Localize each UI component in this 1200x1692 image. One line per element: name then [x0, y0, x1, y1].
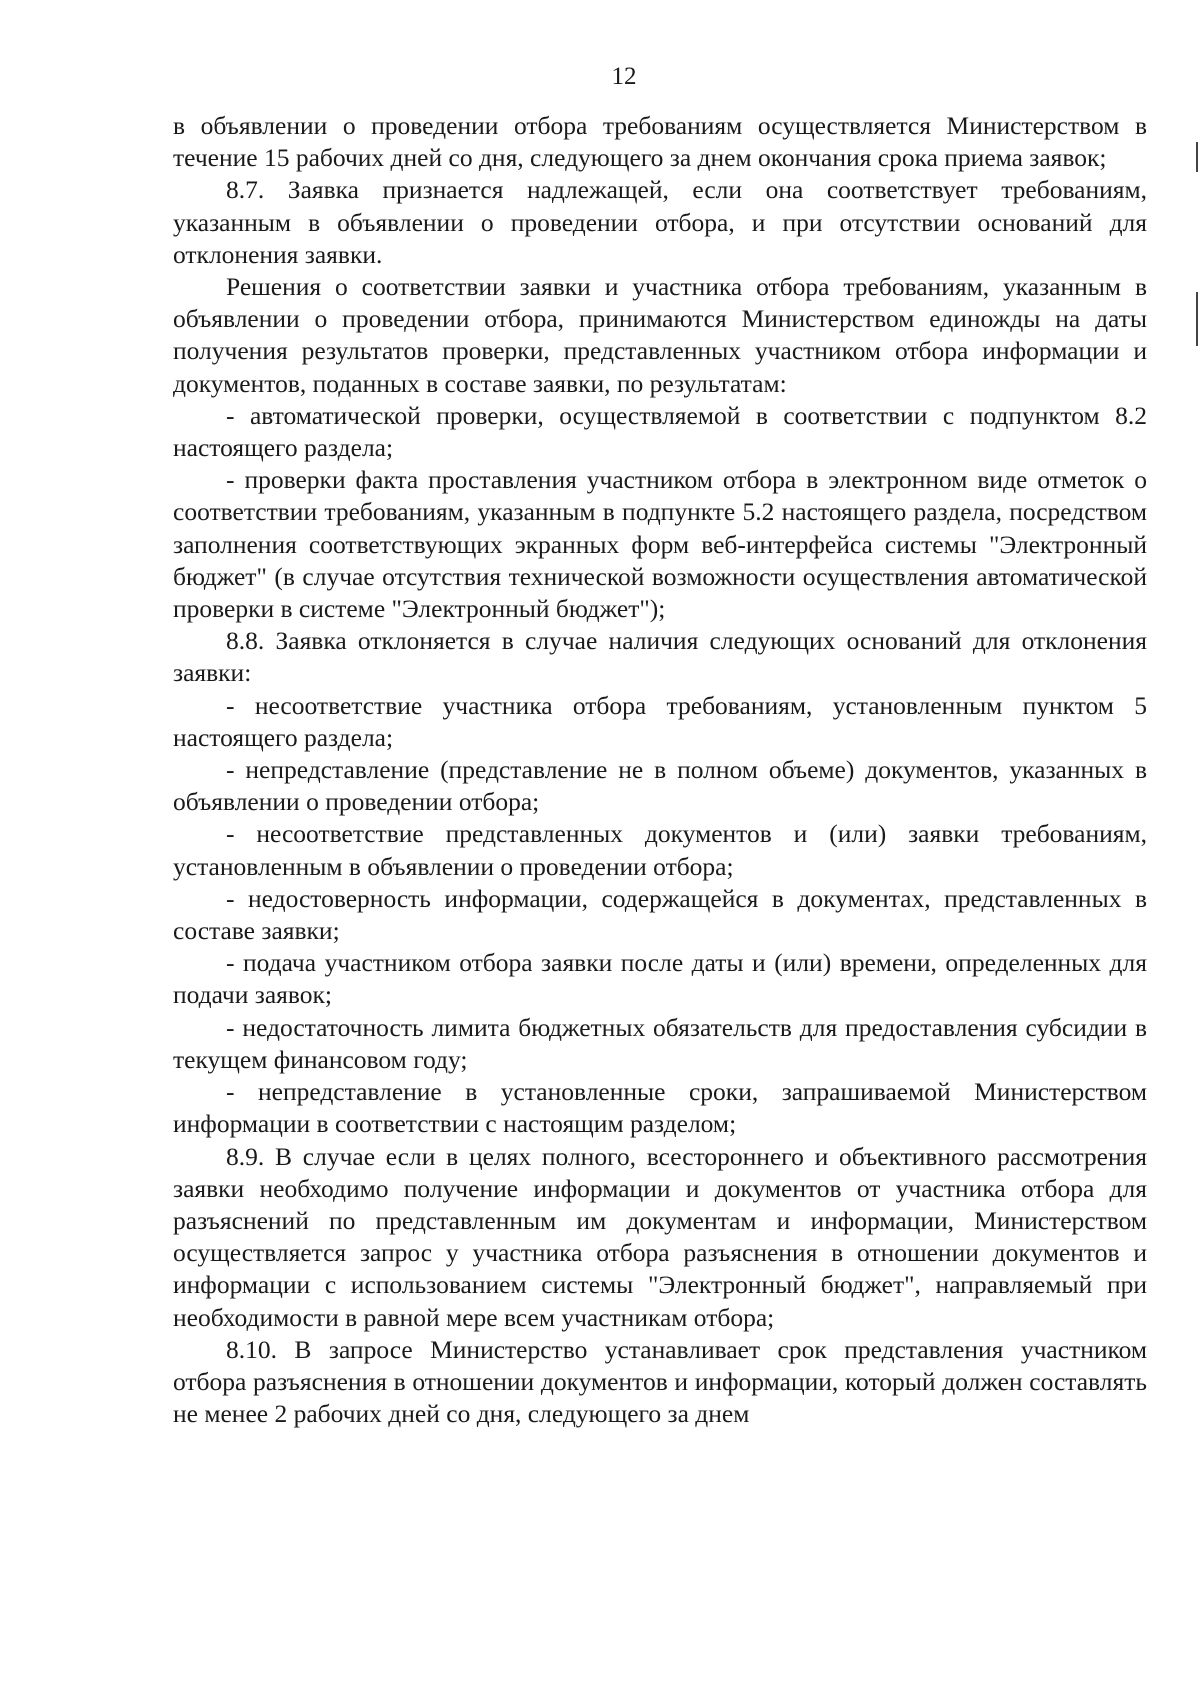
list-item-documents-mismatch: - несоответствие представленных документов и (или) заявки требованиям, установленным в объявлении о проведении отбора; [173, 819, 1147, 881]
list-item-participant-mismatch: - несоответствие участника отбора требованиям, установленным пунктом 5 настоящего раздела; [173, 690, 1147, 752]
paragraph-8-9: 8.9. В случае если в целях полного, всестороннего и объективного рассмотрения заявки необходимо получение информации и документов от участника отбора для разъяснений по представленным им документам и информации, Министерством осуществляется запрос у участника отбора разъяснения в отношении документов и информации с использованием системы "Электронный бюджет", направляемый при необходимости в равной мере всем участникам отбора; [173, 1141, 1147, 1332]
page-number: 12 [611, 63, 637, 90]
list-item-unreliable-info: - недостоверность информации, содержащейся в документах, представленных в составе заявки; [173, 883, 1147, 946]
paragraph-decisions: Решения о соответствии заявки и участника отбора требованиям, указанным в объявлении о проведении отбора, принимаются Министерством единожды на даты получения результатов проверки, представленных участником отбора информации и документов, поданных в составе заявки, по результатам: [173, 272, 1147, 398]
scan-edge-mark [1196, 292, 1198, 346]
list-item-late-submission: - подача участником отбора заявки после даты и (или) времени, определенных для подачи заявок; [173, 948, 1147, 1010]
paragraph-8-7: 8.7. Заявка признается надлежащей, если она соответствует требованиям, указанным в объявлении о проведении отбора, и при отсутствии оснований для отклонения заявки. [173, 175, 1147, 269]
list-item-automatic-check: - автоматической проверки, осуществляемой в соответствии с подпунктом 8.2 настоящего раздела; [173, 400, 1147, 463]
list-item-budget-limit: - недостаточность лимита бюджетных обязательств для предоставления субсидии в текущем финансовом году; [173, 1012, 1147, 1074]
document-body [173, 110, 1147, 1430]
list-item-info-not-provided: - непредставление в установленные сроки, запрашиваемой Министерством информации в соответствии с настоящим разделом; [173, 1077, 1147, 1139]
scan-edge-mark [1196, 142, 1198, 172]
paragraph-8-10: 8.10. В запросе Министерство устанавливает срок представления участником отбора разъяснения в отношении документов и информации, который должен составлять не менее 2 рабочих дней со дня, следующего за днем [173, 1334, 1147, 1429]
list-item-marks-check: - проверки факта проставления участником отбора в электронном виде отметок о соответствии требованиям, указанным в подпункте 5.2 настоящего раздела, посредством заполнения соответствующих экранных форм веб-интерфейса системы "Электронный бюджет" (в случае отсутствия технической возможности осуществления автоматической проверки в системе "Электронный бюджет"); [173, 465, 1147, 624]
list-item-documents-missing: - непредставление (представление не в полном объеме) документов, указанных в объявлении о проведении отбора; [173, 755, 1147, 817]
paragraph-8-8: 8.8. Заявка отклоняется в случае наличия следующих оснований для отклонения заявки: [173, 626, 1147, 688]
paragraph-continuation: в объявлении о проведении отбора требованиям осуществляется Министерством в течение 15 рабочих дней со дня, следующего за днем окончания срока приема заявок; [173, 111, 1147, 173]
